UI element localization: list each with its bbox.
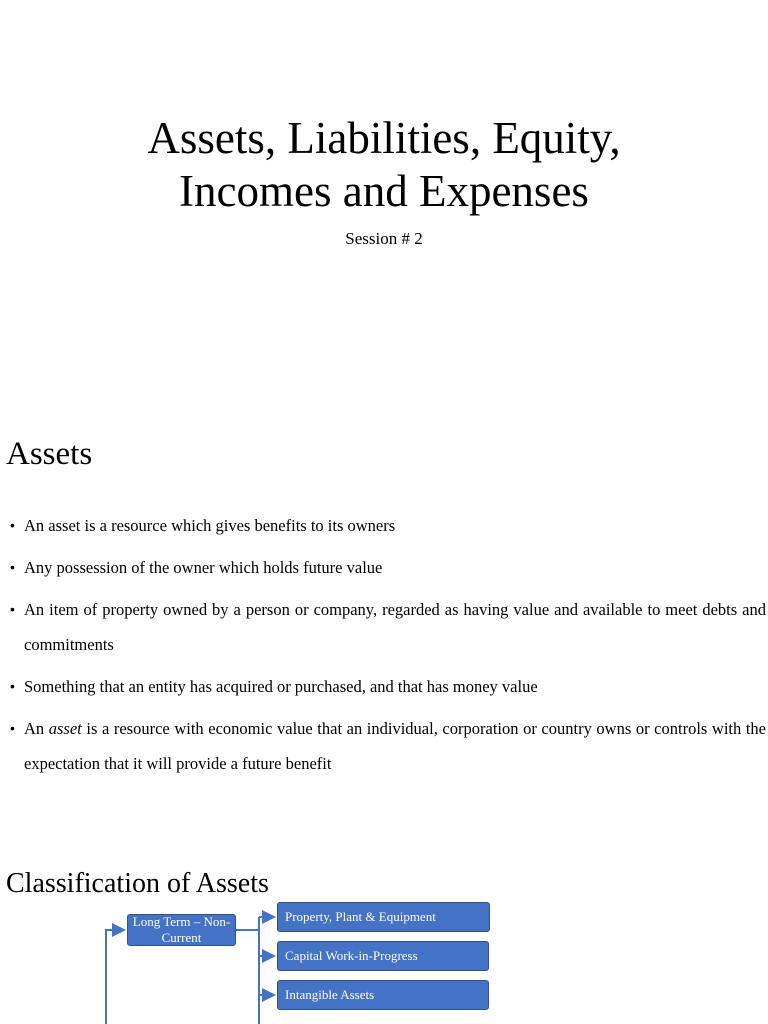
assets-bullet-list (10, 508, 766, 788)
assets-heading: Assets (6, 436, 93, 472)
bullet-text: Any possession of the owner which holds future value (24, 558, 383, 577)
bullet-text-suffix: is a resource with economic value that an individual, corporation or country owns or controls with the expectation that it will provide a future benefit (24, 719, 766, 773)
bullet-item (10, 669, 766, 704)
bullet-item (10, 711, 766, 781)
title-slide (0, 0, 768, 400)
bullet-icon: • (10, 517, 15, 533)
long-term-non-current-box: Long Term – Non-Current (127, 914, 236, 946)
bullet-icon: • (10, 678, 15, 694)
session-subtitle: Session # 2 (345, 229, 423, 248)
title-line-1: Assets, Liabilities, Equity, (147, 113, 621, 163)
presentation-title (0, 112, 768, 218)
property-plant-equipment-box: Property, Plant & Equipment (277, 902, 490, 932)
bullet-text-prefix: An (24, 719, 49, 738)
bullet-item (10, 550, 766, 585)
connector-trunk (106, 930, 124, 1024)
bullet-icon: • (10, 601, 15, 617)
bullet-icon: • (10, 720, 15, 736)
intangible-assets-box: Intangible Assets (277, 980, 489, 1010)
bullet-item (10, 508, 766, 543)
bullet-text-italic: asset (48, 719, 82, 738)
assets-slide (0, 400, 768, 820)
bullet-text: An item of property owned by a person or company, regarded as having value and available to meet debts and commitments (24, 600, 766, 654)
bullet-item (10, 592, 766, 662)
capital-work-in-progress-box: Capital Work-in-Progress (277, 941, 489, 971)
classification-heading: Classification of Assets (6, 868, 269, 899)
bullet-text: An asset is a resource which gives benefits to its owners (24, 516, 396, 535)
classification-slide (0, 820, 768, 1024)
bullet-icon: • (10, 559, 15, 575)
bullet-text: Something that an entity has acquired or purchased, and that has money value (24, 677, 538, 696)
title-line-2: Incomes and Expenses (179, 166, 589, 216)
